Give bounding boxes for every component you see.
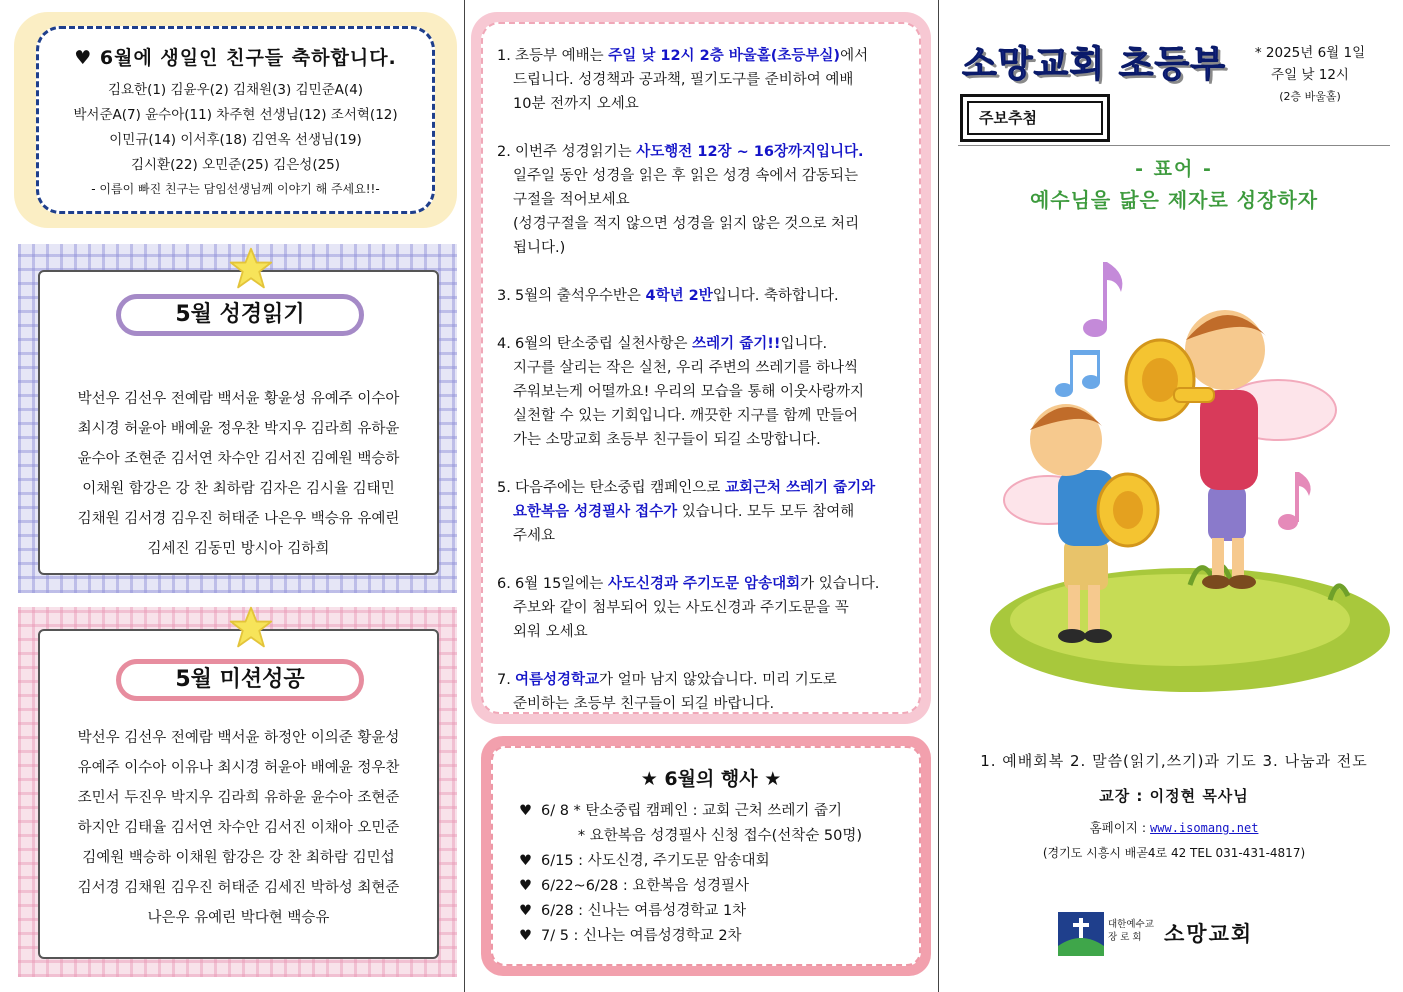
name-row: 나은우 유예린 박다현 백승유: [147, 910, 330, 926]
announcement-item: 7. 여름성경학교가 얼마 남지 않았습니다. 미리 기도로 준비하는 초등부 친구들이 되길 바랍니다.: [497, 672, 837, 712]
birthday-box: [14, 12, 457, 228]
reading-names: [40, 384, 437, 564]
weekly-lottery-label: 주보추첨: [967, 101, 1103, 135]
announcement-item: 5. 다음주에는 탄소중립 캠페인으로 교회근처 쓰레기 줍기와 요한복음 성경필사 접수가 있습니다. 모두 모두 참여해 주세요: [497, 480, 876, 544]
event-row: ♥ 6/28 : 신나는 여름성경학교 1차: [519, 899, 903, 924]
announcement-item: 3. 5월의 출석우수반은 4학년 2반입니다. 축하합니다.: [497, 288, 839, 304]
heart-icon: ♥: [519, 803, 532, 819]
name-row: 김예원 백승하 이채원 함강은 강 찬 최하람 김민섭: [82, 850, 395, 866]
weekly-lottery-box: [960, 94, 1110, 142]
heart-icon: ♥: [519, 928, 532, 944]
name-row: 유예주 이수아 이유나 최시경 허윤아 배예윤 정우찬: [77, 760, 400, 776]
name-row: 하지안 김태율 김서연 차수안 김서진 이채아 오민준: [77, 820, 400, 836]
column-divider: [464, 0, 465, 992]
principal: 교장 : 이정현 목사님: [1099, 787, 1249, 805]
divider: [958, 145, 1390, 146]
name-row: 박선우 김선우 전예람 백서윤 하정안 이의준 황윤성: [77, 730, 400, 746]
church-name: 소망교회: [1164, 922, 1254, 946]
event-row: ♥ 6/22~6/28 : 요한복음 성경필사: [519, 874, 903, 899]
name-row: 박선우 김선우 전예람 백서윤 황윤성 유예주 이수아: [77, 391, 400, 407]
reading-title: 5월 성경읽기: [116, 294, 364, 336]
name-row: 윤수아 조현준 김서연 차수안 김서진 김예원 백승하: [77, 451, 400, 467]
mission-names: [40, 723, 437, 933]
announcements-list: [481, 22, 921, 714]
name-row: 이채원 함강은 강 찬 최하람 김자은 김시율 김태민: [82, 481, 395, 497]
birthday-names: 김시환(22) 오민준(25) 김은성(25): [130, 157, 341, 173]
church-brand-title: 소망교회 초등부: [962, 44, 1226, 85]
mission-scroll: [38, 629, 439, 959]
denomination: 대한예수교 장 로 회: [1108, 919, 1154, 943]
name-row: 최시경 허윤아 배예윤 정우찬 박지우 김라희 유하윤: [77, 421, 400, 437]
heart-icon: ♥: [519, 878, 532, 894]
announcements-frame: [471, 12, 931, 724]
church-logo-icon: [1058, 912, 1104, 956]
church-address: (경기도 시흥시 배곧4로 42 TEL 031-431-4817): [1042, 846, 1306, 860]
event-row: ♥ 7/ 5 : 신나는 여름성경학교 2차: [519, 924, 903, 949]
service-time: 주일 낮 12시: [1271, 67, 1349, 83]
event-row: ♥ 6/ 8 * 탄소중립 캠페인 : 교회 근처 쓰레기 줍기: [519, 799, 903, 824]
birthday-names: 이민규(14) 이서후(18) 김연옥 선생님(19): [109, 132, 362, 148]
service-date: * 2025년 6월 1일: [1254, 45, 1366, 61]
star-icon: [228, 246, 274, 292]
birthday-note: - 이름이 빠진 친구는 담임선생님께 이야기 해 주세요!!-: [91, 182, 380, 196]
name-row: 조민서 두진우 박지우 김라희 유하윤 윤수아 조현준: [77, 790, 400, 806]
name-row: 김서경 김채원 김우진 허태준 김세진 박하성 최현준: [77, 880, 400, 896]
event-row: * 요한복음 성경필사 신청 접수(선착순 50명): [541, 828, 863, 844]
reading-scroll: [38, 270, 439, 575]
heart-icon: ♥: [74, 47, 100, 69]
service-place: (2층 바울홀): [1279, 90, 1341, 103]
service-info: [1240, 42, 1380, 108]
events-list: [491, 746, 921, 966]
name-row: 김세진 김동민 방시아 김하희: [147, 541, 330, 557]
birthday-title: 6월에 생일인 친구들 축하합니다.: [99, 47, 397, 69]
announcement-item: 4. 6월의 탄소중립 실천사항은 쓰레기 줍기!!입니다. 지구를 살리는 작은 실천, 우리 주변의 쓰레기를 하나씩 주워보는게 어떨까요! 우리의 모습을 통해 이웃사랑까지 실천할 수 있는 기회입니다. 깨끗한 지구를 함께 만들어 가는 소망교회 초등부 친구들이 되길 소망합니다.: [497, 336, 865, 448]
homepage: 홈페이지 : www.isomang.net: [1089, 820, 1259, 835]
heart-icon: ♥: [519, 853, 532, 869]
homepage-link[interactable]: www.isomang.net: [1150, 821, 1259, 835]
star-icon: [228, 605, 274, 651]
ministry-goals: 1. 예배회복 2. 말씀(읽기,쓰기)과 기도 3. 나눔과 전도: [980, 752, 1368, 770]
motto-heading: - 표어 -: [1135, 158, 1213, 180]
events-title: ★ 6월의 행사 ★: [640, 768, 782, 790]
events-frame: [481, 736, 931, 976]
announcement-item: 2. 이번주 성경읽기는 사도행전 12장 ~ 16장까지입니다. 일주일 동안 성경을 읽은 후 읽은 성경 속에서 감동되는 구절을 적어보세요 (성경구절을 적지 않으면 성경을 읽지 않은 것으로 처리 됩니다.): [497, 144, 864, 256]
kids-trumpet-illustration: [960, 240, 1390, 710]
heart-icon: ♥: [519, 903, 532, 919]
birthday-names: 김요한(1) 김윤우(2) 김채원(3) 김민준A(4): [107, 82, 364, 98]
announcement-item: 1. 초등부 예배는 주일 낮 12시 2층 바울홀(초등부실)에서 드립니다. 성경책과 공과책, 필기도구를 준비하여 예배 10분 전까지 오세요: [497, 48, 869, 112]
announcement-item: 6. 6월 15일에는 사도신경과 주기도문 암송대회가 있습니다. 주보와 같이 첨부되어 있는 사도신경과 주기도문을 꼭 외워 오세요: [497, 576, 880, 640]
reading-panel: [18, 244, 457, 593]
mission-title: 5월 미션성공: [116, 659, 364, 701]
column-divider: [938, 0, 939, 992]
mission-panel: [18, 607, 457, 977]
birthday-names: 박서준A(7) 윤수아(11) 차주현 선생님(12) 조서혁(12): [73, 107, 398, 123]
event-row: ♥ 6/15 : 사도신경, 주기도문 암송대회: [519, 849, 903, 874]
birthday-card: [36, 26, 435, 214]
motto-text: 예수님을 닮은 제자로 성장하자: [1029, 188, 1319, 212]
name-row: 김채원 김서경 김우진 허태준 나은우 백승유 유예린: [77, 511, 400, 527]
